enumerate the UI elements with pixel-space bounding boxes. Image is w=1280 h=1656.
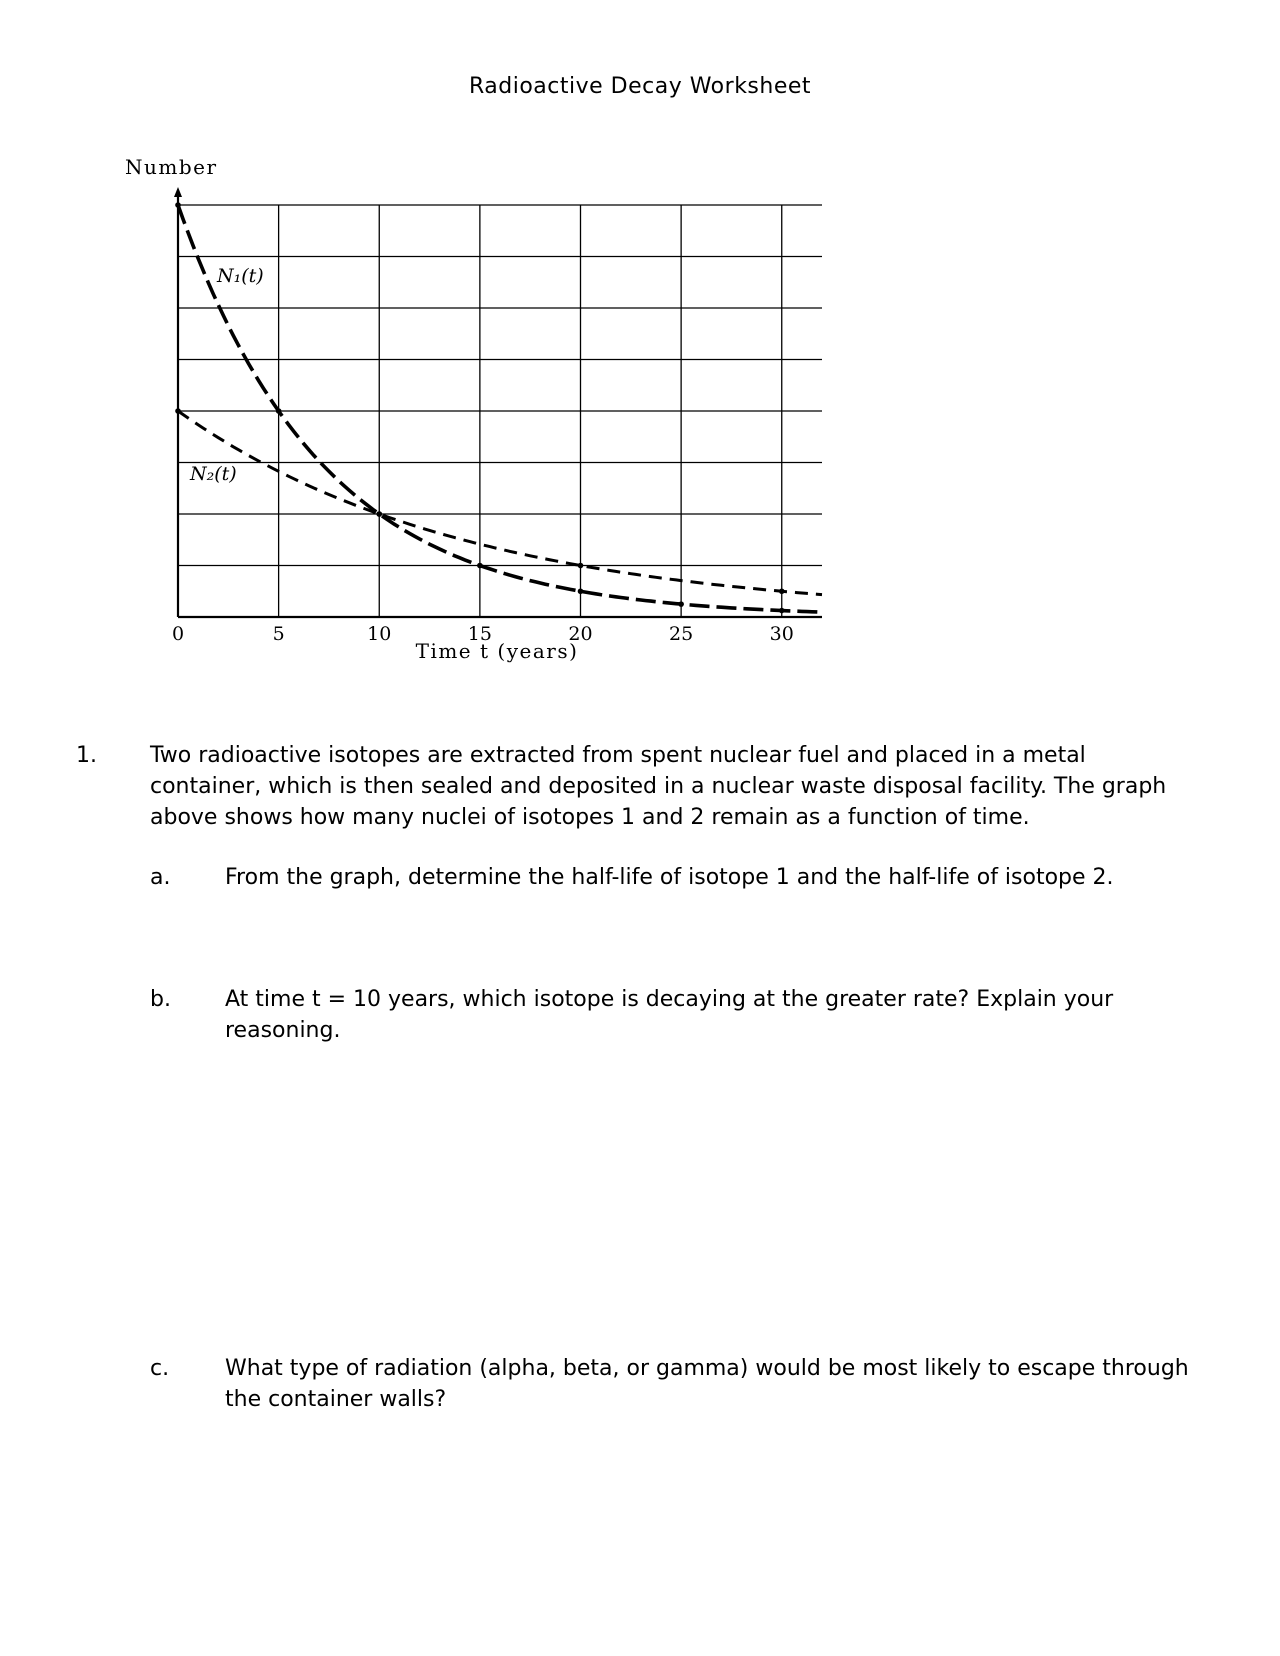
part-c-text: What type of radiation (alpha, beta, or gamma) would be most likely to escape through the container walls?: [225, 1356, 1189, 1412]
data-point: [578, 563, 584, 569]
question-number: 1.: [76, 743, 97, 768]
part-b-text: At time t = 10 years, which isotope is decaying at the greater rate? Explain your reasoning.: [225, 987, 1114, 1043]
page-title: Radioactive Decay Worksheet: [468, 74, 812, 99]
x-tick-label: 30: [769, 623, 794, 645]
series-label-n2: N₂(t): [190, 463, 237, 485]
series-group: [175, 202, 822, 613]
x-tick-label: 20: [568, 623, 593, 645]
data-point: [276, 408, 282, 414]
x-tick-label: 15: [467, 623, 492, 645]
x-tick-label: 10: [367, 623, 392, 645]
data-point: [779, 588, 785, 594]
series-label-n1: N₁(t): [217, 265, 264, 287]
y-axis-label: Number: [125, 155, 218, 179]
x-tick-label: 5: [272, 623, 285, 645]
y-axis-arrow: [174, 187, 182, 197]
part-a-text: From the graph, determine the half-life of isotope 1 and the half-life of isotope 2.: [225, 865, 1114, 890]
data-point: [678, 601, 684, 607]
data-point: [477, 563, 483, 569]
data-point: [578, 588, 584, 594]
data-point: [376, 511, 382, 517]
part-b-label: b.: [150, 987, 171, 1012]
series-line-1: [178, 205, 822, 612]
x-tick-label: 25: [669, 623, 694, 645]
decay-graph: [110, 150, 880, 710]
data-point: [175, 202, 181, 208]
x-axis-label: Time t (years): [415, 639, 579, 663]
data-point: [175, 408, 181, 414]
grid-lines: [178, 205, 822, 617]
question-text: Two radioactive isotopes are extracted from spent nuclear fuel and placed in a metal container, which is then sealed and deposited in a nuclear waste disposal facility. The graph above shows how many nuclei of isotopes 1 and 2 remain as a function of time.: [150, 743, 1167, 830]
part-c-label: c.: [150, 1356, 170, 1381]
series-line-2: [178, 411, 822, 595]
part-a-label: a.: [150, 865, 171, 890]
x-tick-label: 0: [171, 623, 185, 645]
data-point: [779, 608, 785, 614]
